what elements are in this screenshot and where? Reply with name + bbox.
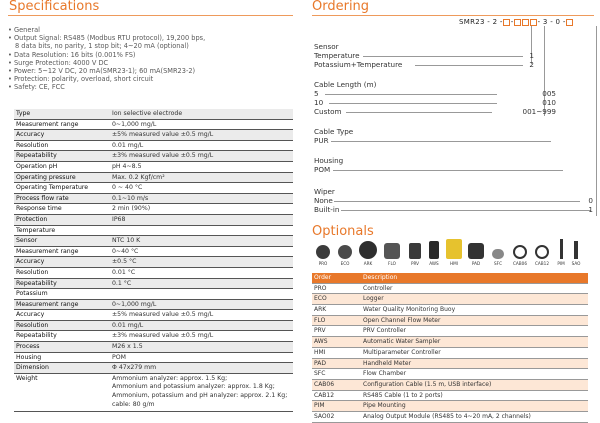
ordering-title: Ordering [312, 0, 370, 14]
table-row [14, 353, 293, 364]
spec-key: Operating pressure [16, 173, 76, 181]
spec-value: Max. 0.2 Kgf/cm² [112, 173, 165, 181]
optional-icons-row [314, 239, 584, 273]
spec-bullet: • Power: 5~12 V DC, 20 mA(SMR23-1); 60 mA(SMR23-2) [8, 67, 196, 76]
weight-line: Ammonium, potassium and pH analyzer: approx. 2.1 Kg; [112, 392, 288, 400]
table-row [14, 173, 293, 184]
cable-length-label: Cable Length (m) [314, 80, 377, 89]
table-row [14, 236, 293, 247]
table-row [14, 300, 293, 311]
specifications-rule [8, 15, 293, 16]
table-row [14, 215, 293, 226]
spec-section-label: Temperature [16, 226, 56, 234]
table-row [14, 257, 293, 268]
optionals-header-row [312, 273, 588, 284]
order-code-cell: ECO [314, 295, 327, 303]
cable-length-option: Custom [314, 107, 342, 116]
code-slot-cable-3 [530, 19, 537, 26]
table-row [312, 337, 588, 348]
cable-usb-icon: CAB06 [510, 245, 530, 266]
table-row [14, 162, 293, 173]
spec-key: Operation pH [16, 162, 58, 170]
table-row [14, 183, 293, 194]
table-row [312, 348, 588, 359]
specifications-title: Specifications [9, 0, 100, 14]
spec-bullet-list [8, 26, 205, 92]
spec-value: 0~1,000 mg/L [112, 300, 157, 308]
description-cell: Water Quality Monitoring Buoy [363, 306, 456, 314]
spec-key: Weight [16, 374, 38, 382]
spec-bullet: • General [8, 26, 40, 34]
weight-values [101, 375, 293, 411]
description-cell: Open Channel Flow Meter [363, 316, 441, 324]
table-row [312, 412, 588, 423]
logger-icon: ECO [336, 245, 354, 266]
spec-value: 0~40 °C [112, 247, 139, 255]
table-section-row [14, 226, 293, 237]
spec-value: ±3% measured value ±0.5 mg/L [112, 152, 214, 160]
description-cell: Pipe Mounting [363, 402, 406, 410]
sensor-option-code: 2 [529, 60, 534, 69]
spec-value: 0~1,000 mg/L [112, 120, 157, 128]
order-code-cell: PRO [314, 284, 327, 292]
table-row [14, 331, 293, 342]
spec-bullet: • Surge Protection: 4000 V DC [8, 58, 109, 67]
code-slot-cable-1 [514, 19, 521, 26]
table-row [14, 151, 293, 162]
sensor-option: Potassium+Temperature [314, 60, 403, 69]
spec-value: POM [112, 353, 126, 361]
description-cell: Automatic Water Sampler [363, 338, 441, 346]
order-code-cell: HMI [314, 348, 326, 356]
weight-line: cable: 80 g/m [112, 400, 155, 408]
table-row [14, 247, 293, 258]
spec-value: 2 min (90%) [112, 205, 151, 213]
table-row [14, 120, 293, 131]
table-row [312, 284, 588, 295]
connector-line [596, 26, 597, 216]
table-row [14, 109, 293, 120]
spec-value [101, 289, 293, 299]
description-cell: Logger [363, 295, 384, 303]
table-row [14, 204, 293, 215]
description-cell: Multiparameter Controller [363, 348, 441, 356]
order-code-cell: SFC [314, 370, 326, 378]
table-row [312, 305, 588, 316]
spec-key: Dimension [16, 364, 49, 372]
controller-icon: PRO [314, 245, 332, 266]
sensor-option-code: 1 [529, 51, 534, 60]
table-row-weight [14, 374, 293, 412]
spec-value: 0 ~ 40 °C [112, 184, 143, 192]
spec-bullet: • Output Signal: RS485 (Modbus RTU protocol), 19,200 bps, [8, 34, 206, 43]
optionals-table [312, 273, 588, 423]
description-cell: PRV Controller [363, 327, 406, 335]
leader-line [334, 201, 580, 202]
order-code-cell: FLO [314, 316, 326, 324]
order-code-cell: SAO02 [314, 412, 335, 420]
leader-line [333, 170, 563, 171]
housing-label: Housing [314, 156, 344, 165]
order-code-cell: CAB06 [314, 380, 335, 388]
spec-value: NTC 10 K [112, 237, 141, 245]
wiper-option: Built-in [314, 205, 340, 214]
spec-value: 0.01 mg/L [112, 141, 144, 149]
order-header: Order [314, 274, 332, 281]
spec-value: pH 4~8.5 [112, 162, 142, 170]
optionals-title: Optionals [312, 224, 374, 239]
cable-rs485-icon: CAB12 [532, 245, 552, 266]
spec-value: IP68 [112, 215, 126, 223]
spec-key: Measurement range [16, 120, 79, 128]
description-cell: Controller [363, 284, 393, 292]
spec-value: 0.01 mg/L [112, 321, 144, 329]
leader-line [346, 112, 492, 113]
spec-key: Repeatability [16, 279, 57, 287]
cable-type-option: PUR [314, 136, 329, 145]
multiparameter-controller-icon: HMI [444, 239, 464, 266]
code-slot-sensor [503, 19, 510, 26]
spec-value [101, 226, 293, 236]
flow-chamber-icon: SFC [489, 249, 507, 266]
spec-key: Type [16, 110, 31, 117]
code-mid: - [510, 18, 514, 26]
table-row [14, 279, 293, 290]
spec-table [14, 109, 293, 412]
code-suffix: - 3 - 0 - [537, 18, 566, 26]
cable-length-code: 001~999 [522, 107, 556, 116]
table-row [14, 321, 293, 332]
sensor-option: Temperature [314, 51, 360, 60]
table-row [14, 194, 293, 205]
table-row [312, 316, 588, 327]
spec-key: Sensor [16, 237, 38, 245]
code-slot-wiper [566, 19, 573, 26]
ordering-rule [312, 15, 594, 16]
spec-value: Ion selective electrode [112, 110, 183, 117]
spec-key: Operating Temperature [16, 184, 89, 192]
description-header: Description [363, 274, 398, 281]
buoy-icon: ARK [358, 241, 378, 266]
water-sampler-icon: AWS [425, 241, 443, 266]
code-slot-cable-2 [522, 19, 529, 26]
cable-length-option: 5 [314, 89, 319, 98]
spec-key: Response time [16, 205, 62, 213]
leader-line [325, 94, 497, 95]
spec-bullet: • Data Resolution: 16 bits (0.001% FS) [8, 50, 136, 59]
code-prefix: SMR23 - 2 - [459, 18, 503, 26]
cable-length-option: 10 [314, 98, 324, 107]
order-code-cell: PRV [314, 327, 326, 335]
leader-line [329, 103, 497, 104]
spec-key: Resolution [16, 268, 49, 276]
spec-key: Resolution [16, 141, 49, 149]
spec-value: 0.1 °C [112, 279, 132, 287]
table-row [14, 268, 293, 279]
spec-bullet: 8 data bits, no parity, 1 stop bit; 4~20 mA (optional) [15, 42, 189, 51]
spec-bullet: • Safety: CE, FCC [8, 83, 65, 92]
table-row [14, 130, 293, 141]
table-row [14, 310, 293, 321]
leader-line [331, 141, 551, 142]
flow-meter-icon: FLO [382, 243, 402, 266]
spec-value: ±5% measured value ±0.5 mg/L [112, 311, 214, 319]
description-cell: Configuration Cable (1.5 m, USB interface) [363, 380, 492, 388]
spec-key: Protection [16, 215, 48, 223]
order-code-cell: PIM [314, 402, 325, 410]
wiper-label: Wiper [314, 187, 335, 196]
cable-length-code: 005 [542, 89, 556, 98]
spec-key: Process flow rate [16, 194, 69, 202]
spec-key: Process [16, 343, 40, 351]
description-cell: Handheld Meter [363, 359, 412, 367]
spec-value: ±3% measured value ±0.5 mg/L [112, 332, 214, 340]
cable-type-label: Cable Type [314, 127, 354, 136]
spec-key: Measurement range [16, 247, 79, 255]
spec-key: Measurement range [16, 300, 79, 308]
order-code-cell: AWS [314, 338, 328, 346]
description-cell: Analog Output Module (RS485 to 4~20 mA, 2 channels) [363, 412, 531, 420]
spec-bullet: • Protection: polarity, overload, short circuit [8, 75, 154, 84]
wiper-option-code: 0 [588, 196, 593, 205]
weight-line: Ammonium analyzer: approx. 1.5 Kg; [112, 374, 228, 382]
cable-length-code: 010 [542, 98, 556, 107]
housing-option: POM [314, 165, 331, 174]
spec-section-label: Potassium [16, 290, 48, 298]
table-row [14, 363, 293, 374]
table-row [312, 380, 588, 391]
table-row [14, 342, 293, 353]
spec-key: Accuracy [16, 258, 45, 266]
spec-key: Accuracy [16, 311, 45, 319]
sensor-label: Sensor [314, 42, 339, 51]
table-row [14, 141, 293, 152]
spec-key: Resolution [16, 321, 49, 329]
spec-key: Repeatability [16, 152, 57, 160]
spec-value: Φ 47x279 mm [112, 364, 157, 372]
handheld-meter-icon: PAD [466, 243, 486, 266]
spec-value: ±5% measured value ±0.5 mg/L [112, 131, 214, 139]
order-code-cell: PAD [314, 359, 326, 367]
spec-value: 0.01 °C [112, 268, 136, 276]
description-cell: Flow Chamber [363, 370, 407, 378]
order-code-cell: CAB12 [314, 391, 335, 399]
spec-value: ±0.5 °C [112, 258, 137, 266]
weight-line: Ammonium and potassium analyzer: approx. 1.8 Kg; [112, 383, 275, 391]
wiper-option: None [314, 196, 333, 205]
table-row [312, 359, 588, 370]
table-section-row [14, 289, 293, 300]
table-row [312, 294, 588, 305]
spec-key: Accuracy [16, 131, 45, 139]
analog-output-module-icon: SAO [569, 241, 583, 266]
spec-value: 0.1~10 m/s [112, 194, 149, 202]
spec-value: M26 x 1.5 [112, 343, 143, 351]
order-code-cell: ARK [314, 306, 327, 314]
spec-key: Housing [16, 353, 42, 361]
description-cell: RS485 Cable (1 to 2 ports) [363, 391, 443, 399]
spec-key: Repeatability [16, 332, 57, 340]
order-code [459, 18, 574, 26]
prv-controller-icon: PRV [406, 243, 424, 266]
table-row [312, 391, 588, 402]
wiper-option-code: 1 [588, 205, 593, 214]
table-row [312, 326, 588, 337]
table-row [312, 369, 588, 380]
table-row [312, 401, 588, 412]
pipe-mounting-icon: PIM [554, 239, 568, 266]
